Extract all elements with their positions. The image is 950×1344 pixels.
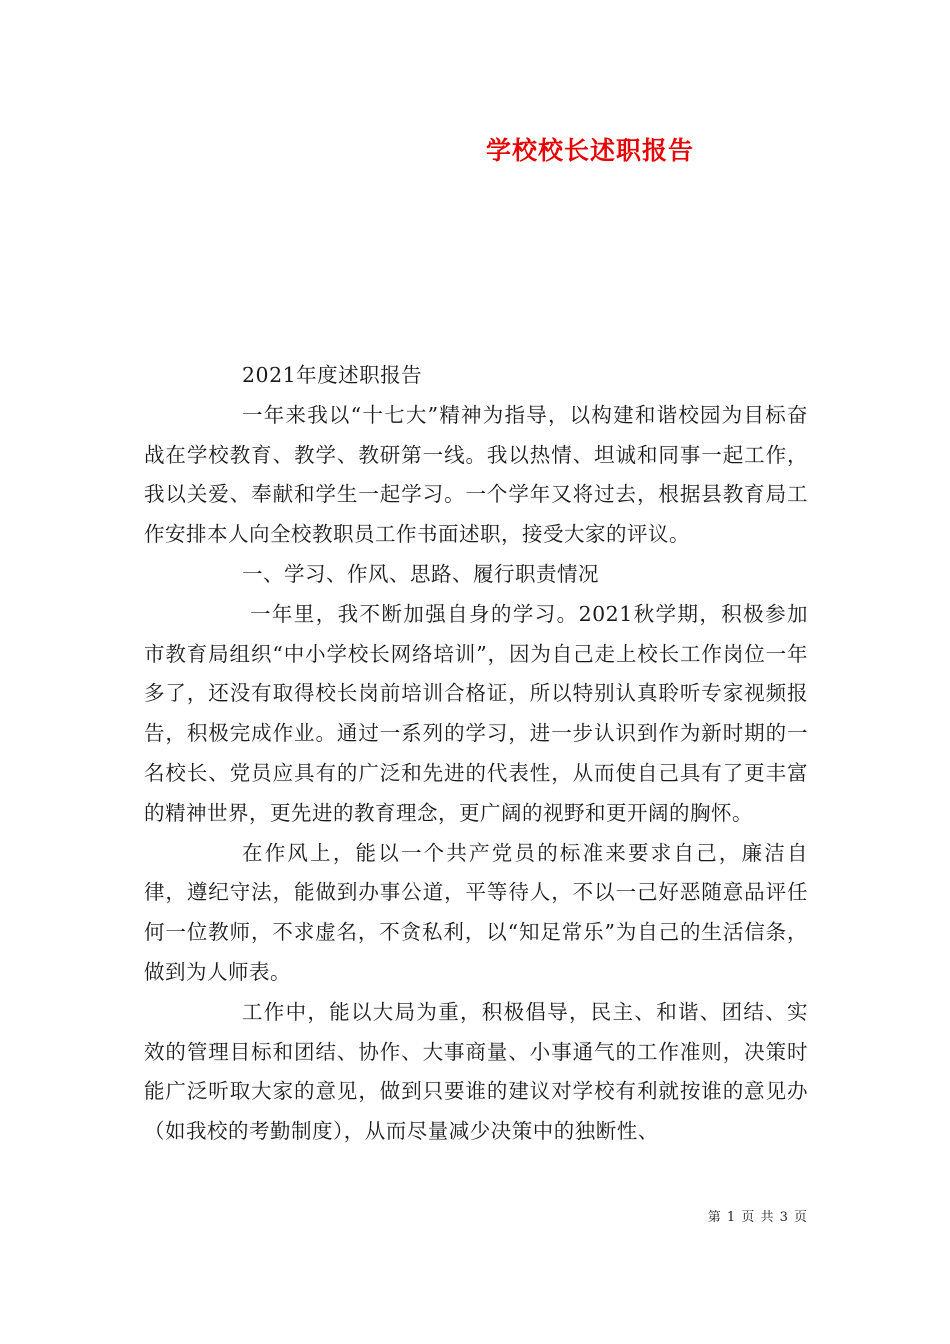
paragraph-conduct: 在作风上，能以一个共产党员的标准来要求自己，廉洁自律，遵纪守法，能做到办事公道，平等待人，不以一己好恶随意品评任何一位教师，不求虚名，不贪私利，以“知足常乐”为自己的生活信条，做到为人师表。 xyxy=(144,840,808,984)
report-subtitle: 2021年度述职报告 xyxy=(242,363,423,387)
paragraph-work: 工作中，能以大局为重，积极倡导，民主、和谐、团结、实效的管理目标和团结、协作、大事商量、小事通气的工作准则，决策时能广泛听取大家的意见，做到只要谁的建议对学校有利就按谁的意见办（如我校的考勤制度），从而尽量减少决策中的独断性、 xyxy=(144,999,808,1144)
section-heading-1: 一、学习、作风、思路、履行职责情况 xyxy=(242,561,599,586)
document-title: 学校校长述职报告 xyxy=(485,136,694,165)
page-number: 第 1 页 共 3 页 xyxy=(707,1210,808,1225)
paragraph-study: 一年里，我不断加强自身的学习。2021秋学期，积极参加市教育局组织“中小学校长网络培训”，因为自己走上校长工作岗位一年多了，还没有取得校长岗前培训合格证，所以特别认真聆听专家视频报告，积极完成作业。通过一系列的学习，进一步认识到作为新时期的一名校长、党员应具有的广泛和先进的代表性，从而使自己具有了更丰富的精神世界，更先进的教育理念，更广阔的视野和更开阔的胸怀。 xyxy=(144,601,808,825)
paragraph-intro: 一年来我以“十七大”精神为指导，以构建和谐校园为目标奋战在学校教育、教学、教研第一线。我以热情、坦诚和同事一起工作，我以关爱、奉献和学生一起学习。一个学年又将过去，根据县教育局工作安排本人向全校教职员工作书面述职，接受大家的评议。 xyxy=(144,402,808,547)
document-body xyxy=(144,356,808,1152)
